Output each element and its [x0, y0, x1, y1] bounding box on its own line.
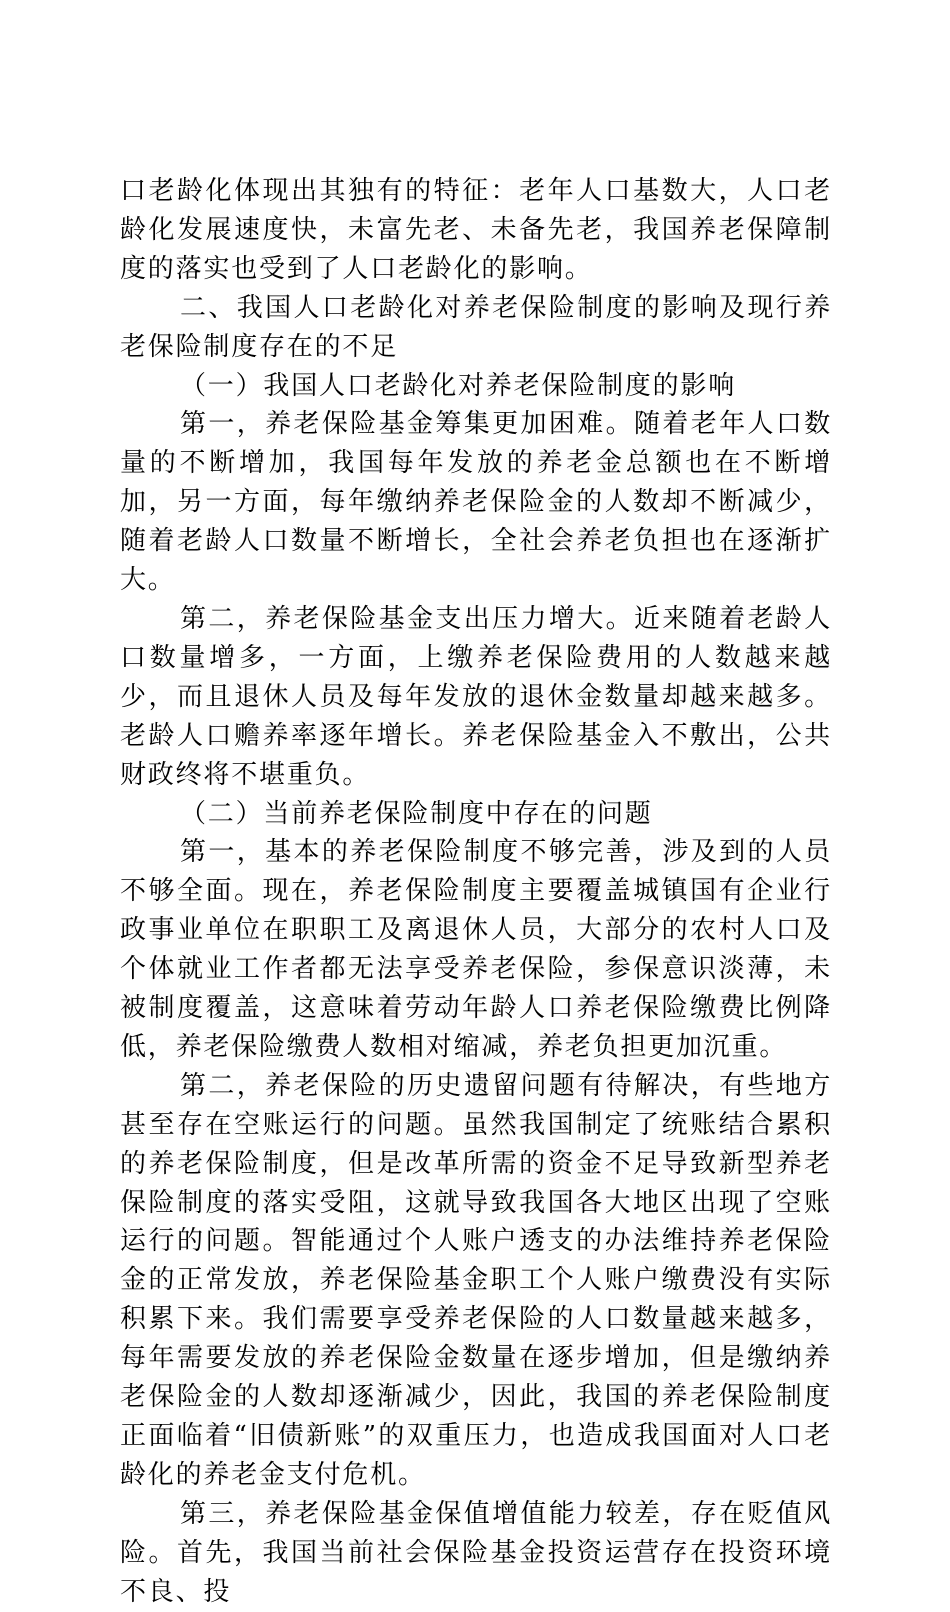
paragraph-fund-value: 第三，养老保险基金保值增值能力较差，存在贬值风险。首先，我国当前社会保险基金投资运营存在投资环境不良、投 [120, 1498, 832, 1607]
subsection-heading-2: （二）当前养老保险制度中存在的问题 [180, 798, 653, 829]
paragraph-expenditure-pressure: 第二，养老保险基金支出压力增大。近来随着老龄人口数量增多，一方面，上缴养老保险费用的人数越来越少，而且退休人员及每年发放的退休金数量却越来越多。老龄人口赡养率逐年增长。养老保险基金入不敷出，公共财政终将不堪重负。 [120, 603, 832, 790]
paragraph-continuation: 口老龄化体现出其独有的特征：老年人口基数大，人口老龄化发展速度快，未富先老、未备先老，我国养老保障制度的落实也受到了人口老龄化的影响。 [120, 176, 832, 284]
paragraph-empty-accounts: 第二，养老保险的历史遗留问题有待解决，有些地方甚至存在空账运行的问题。虽然我国制定了统账结合累积的养老保险制度，但是改革所需的资金不足导致新型养老保险制度的落实受阻，这就导致我国各大地区出现了空账运行的问题。智能通过个人账户透支的办法维持养老保险金的正常发放，养老保险基金职工个人账户缴费没有实际积累下来。我们需要享受养老保险的人口数量越来越多，每年需要发放的养老保险金数量在逐步增加，但是缴纳养老保险金的人数却逐渐减少，因此，我国的养老保险制度正面临着“旧债新账”的双重压力，也造成我国面对人口老龄化的养老金支付危机。 [120, 1070, 832, 1490]
paragraph-system-coverage: 第一，基本的养老保险制度不够完善，涉及到的人员不够全面。现在，养老保险制度主要覆盖城镇国有企业行政事业单位在职职工及离退休人员，大部分的农村人口及个体就业工作者都无法享受养老保险，参保意识淡薄，未被制度覆盖，这意味着劳动年龄人口养老保险缴费比例降低，养老保险缴费人数相对缩减，养老负担更加沉重。 [120, 837, 832, 1062]
subsection-heading-1: （一）我国人口老龄化对养老保险制度的影响 [180, 370, 737, 401]
document-body [120, 172, 832, 1612]
paragraph-fund-raising: 第一，养老保险基金筹集更加困难。随着老年人口数量的不断增加，我国每年发放的养老金总额也在不断增加，另一方面，每年缴纳养老保险金的人数却不断减少，随着老龄人口数量不断增长，全社会养老负担也在逐渐扩大。 [120, 409, 832, 596]
section-heading-2: 二、我国人口老龄化对养老保险制度的影响及现行养老保险制度存在的不足 [120, 292, 832, 362]
